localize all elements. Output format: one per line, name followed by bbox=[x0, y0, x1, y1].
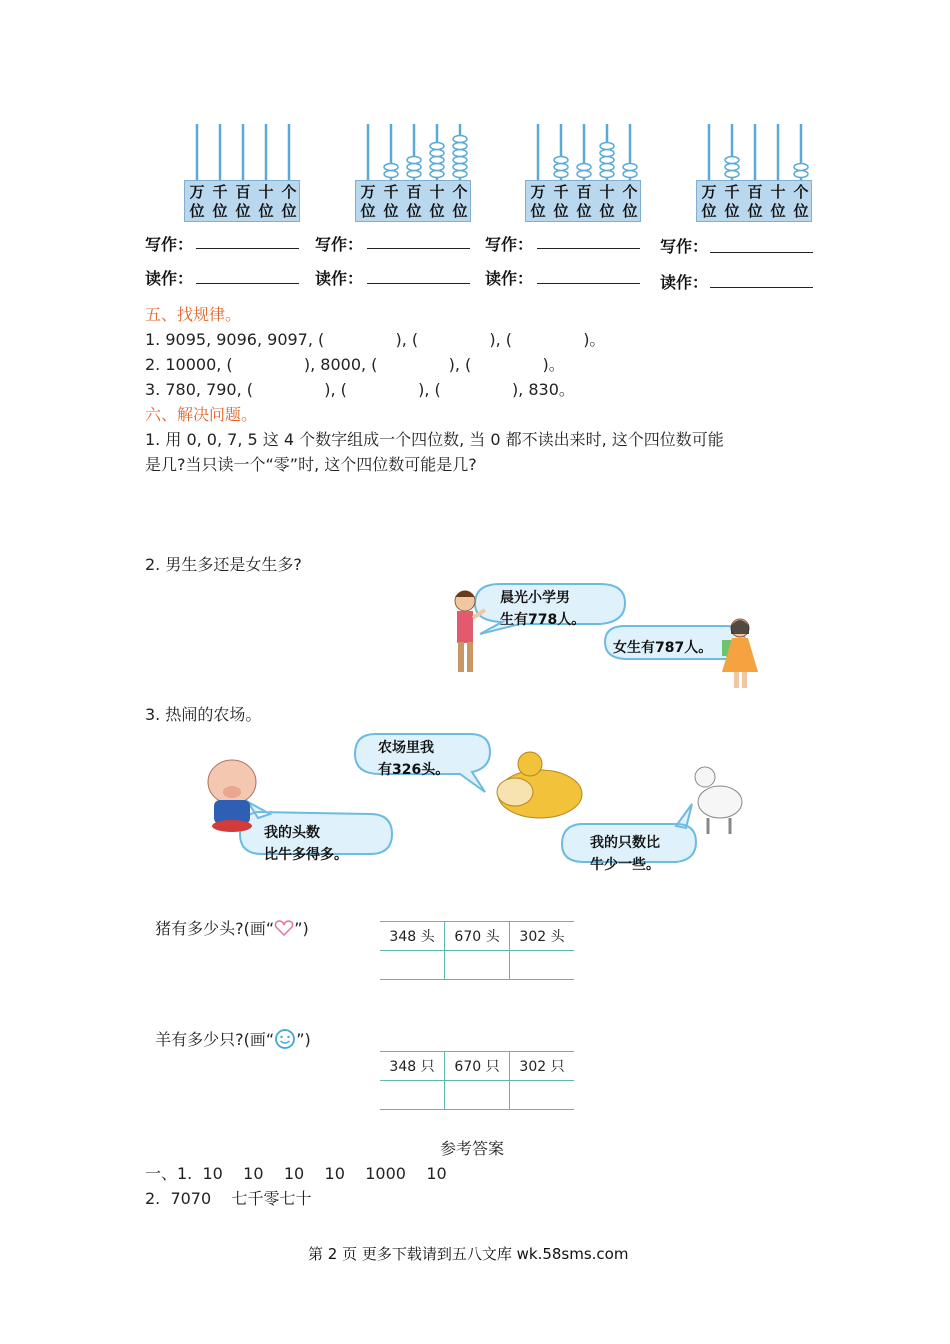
pig-option: 302 头 bbox=[510, 922, 575, 951]
place-label: 个 bbox=[793, 183, 809, 201]
section-6-title: 六、解决问题。 bbox=[145, 405, 258, 424]
place-value-box bbox=[525, 180, 641, 222]
place-label: 百 bbox=[406, 183, 422, 201]
answer-cell[interactable] bbox=[445, 1081, 510, 1110]
goat-speech-line: 牛少一些。 bbox=[590, 857, 660, 873]
boy-speech-line: 晨光小学男 bbox=[500, 590, 570, 606]
goat-figure bbox=[695, 767, 742, 834]
place-label: 位 bbox=[701, 202, 717, 220]
answer-blank[interactable] bbox=[196, 248, 299, 249]
place-label: 位 bbox=[770, 202, 786, 220]
answer-line-1: 一、1. 10 10 10 10 1000 10 bbox=[145, 1164, 447, 1183]
place-label: 千 bbox=[212, 183, 228, 201]
place-label: 位 bbox=[576, 202, 592, 220]
place-label: 位 bbox=[360, 202, 376, 220]
pig-question bbox=[145, 897, 309, 939]
pig-answer-table bbox=[380, 921, 574, 980]
answer-cell[interactable] bbox=[510, 951, 575, 980]
place-label: 位 bbox=[622, 202, 638, 220]
place-label: 个 bbox=[281, 183, 297, 201]
goat-option: 348 只 bbox=[380, 1052, 445, 1081]
pig-option: 670 头 bbox=[445, 922, 510, 951]
boy-speech-line: 生有778人。 bbox=[500, 612, 586, 628]
problem-2-title: 2. 男生多还是女生多? bbox=[145, 555, 302, 574]
answer-blank[interactable] bbox=[367, 283, 470, 284]
place-label: 千 bbox=[724, 183, 740, 201]
place-label: 个 bbox=[452, 183, 468, 201]
write-label: 写作： bbox=[485, 235, 534, 254]
pig-figure bbox=[208, 760, 256, 832]
cow-speech-bubble bbox=[378, 737, 449, 781]
pig-question-text: ”) bbox=[294, 919, 309, 938]
abacus-4 bbox=[696, 124, 814, 224]
read-label: 读作： bbox=[660, 273, 709, 292]
answer-blank[interactable] bbox=[710, 252, 813, 253]
answer-cell[interactable] bbox=[445, 951, 510, 980]
cow-figure bbox=[497, 752, 582, 818]
place-label: 十 bbox=[599, 183, 615, 201]
goat-question-text: ”) bbox=[296, 1030, 311, 1049]
goat-question bbox=[145, 1008, 311, 1050]
place-label: 位 bbox=[383, 202, 399, 220]
goat-speech-bubble bbox=[590, 832, 660, 876]
boy-speech-bubble bbox=[500, 587, 585, 631]
answer-key-title: 参考答案 bbox=[440, 1139, 505, 1158]
answer-blank[interactable] bbox=[367, 248, 470, 249]
place-label: 位 bbox=[724, 202, 740, 220]
boy-girl-illustration bbox=[440, 576, 780, 698]
place-label: 千 bbox=[383, 183, 399, 201]
problem-3-title: 3. 热闹的农场。 bbox=[145, 705, 262, 724]
page-footer: 第 2 页 更多下载请到五八文库 wk.58sms.com bbox=[308, 1245, 629, 1263]
place-label: 十 bbox=[258, 183, 274, 201]
place-label: 位 bbox=[429, 202, 445, 220]
heart-icon bbox=[274, 920, 294, 936]
read-label: 读作： bbox=[485, 269, 534, 288]
place-value-box bbox=[696, 180, 812, 222]
abacus-1 bbox=[184, 124, 302, 224]
pig-option: 348 头 bbox=[380, 922, 445, 951]
place-label: 位 bbox=[235, 202, 251, 220]
read-label: 读作： bbox=[315, 269, 364, 288]
answer-line-2: 2. 7070 七千零七十 bbox=[145, 1189, 312, 1208]
place-label: 千 bbox=[553, 183, 569, 201]
place-label: 十 bbox=[770, 183, 786, 201]
abacus-rods bbox=[696, 124, 814, 184]
place-value-box bbox=[184, 180, 300, 222]
smiley-icon bbox=[274, 1028, 296, 1050]
abacus-rods bbox=[355, 124, 473, 184]
place-label: 位 bbox=[189, 202, 205, 220]
place-label: 位 bbox=[281, 202, 297, 220]
goat-option: 670 只 bbox=[445, 1052, 510, 1081]
goat-answer-table bbox=[380, 1051, 574, 1110]
place-label: 百 bbox=[235, 183, 251, 201]
pig-speech-line: 比牛多得多。 bbox=[264, 847, 348, 863]
write-label: 写作： bbox=[315, 235, 364, 254]
abacus-2 bbox=[355, 124, 473, 224]
answer-blank[interactable] bbox=[710, 287, 813, 288]
pig-speech-line: 我的头数 bbox=[264, 825, 320, 841]
cow-speech-line: 有326头。 bbox=[378, 762, 450, 778]
place-label: 位 bbox=[406, 202, 422, 220]
write-label: 写作： bbox=[145, 235, 194, 254]
pig-speech-bubble bbox=[264, 822, 348, 866]
place-label: 位 bbox=[258, 202, 274, 220]
answer-cell[interactable] bbox=[380, 1081, 445, 1110]
place-label: 万 bbox=[360, 183, 376, 201]
problem-1-line-1: 1. 用 0, 0, 7, 5 这 4 个数字组成一个四位数, 当 0 都不读出来时, 这个四位数可能 bbox=[145, 430, 724, 449]
pig-question-text: 猪有多少头?(画“ bbox=[155, 919, 275, 938]
answer-blank[interactable] bbox=[537, 248, 640, 249]
abacus-3 bbox=[525, 124, 643, 224]
abacus-rods bbox=[525, 124, 643, 184]
place-label: 万 bbox=[530, 183, 546, 201]
place-label: 十 bbox=[429, 183, 445, 201]
place-label: 位 bbox=[530, 202, 546, 220]
place-label: 百 bbox=[576, 183, 592, 201]
place-label: 位 bbox=[793, 202, 809, 220]
goat-question-text: 羊有多少只?(画“ bbox=[155, 1030, 275, 1049]
answer-blank[interactable] bbox=[196, 283, 299, 284]
place-label: 百 bbox=[747, 183, 763, 201]
goat-option: 302 只 bbox=[510, 1052, 575, 1081]
place-label: 万 bbox=[189, 183, 205, 201]
place-value-box bbox=[355, 180, 471, 222]
read-label: 读作： bbox=[145, 269, 194, 288]
pattern-question-1: 1. 9095, 9096, 9097, ( ), ( ), ( )。 bbox=[145, 330, 606, 349]
answer-cell[interactable] bbox=[380, 951, 445, 980]
answer-blank[interactable] bbox=[537, 283, 640, 284]
place-label: 位 bbox=[452, 202, 468, 220]
section-5-title: 五、找规律。 bbox=[145, 305, 242, 324]
pattern-question-2: 2. 10000, ( ), 8000, ( ), ( )。 bbox=[145, 355, 565, 374]
answer-cell[interactable] bbox=[510, 1081, 575, 1110]
girl-speech-bubble: 女生有787人。 bbox=[613, 640, 713, 656]
cow-speech-line: 农场里我 bbox=[378, 740, 434, 756]
goat-speech-line: 我的只数比 bbox=[590, 835, 660, 851]
write-label: 写作： bbox=[660, 237, 709, 256]
place-label: 位 bbox=[747, 202, 763, 220]
problem-1-line-2: 是几?当只读一个“零”时, 这个四位数可能是几? bbox=[145, 455, 477, 474]
place-label: 位 bbox=[212, 202, 228, 220]
pattern-question-3: 3. 780, 790, ( ), ( ), ( ), 830。 bbox=[145, 380, 575, 399]
place-label: 个 bbox=[622, 183, 638, 201]
place-label: 位 bbox=[553, 202, 569, 220]
abacus-rods bbox=[184, 124, 302, 184]
place-label: 万 bbox=[701, 183, 717, 201]
place-label: 位 bbox=[599, 202, 615, 220]
